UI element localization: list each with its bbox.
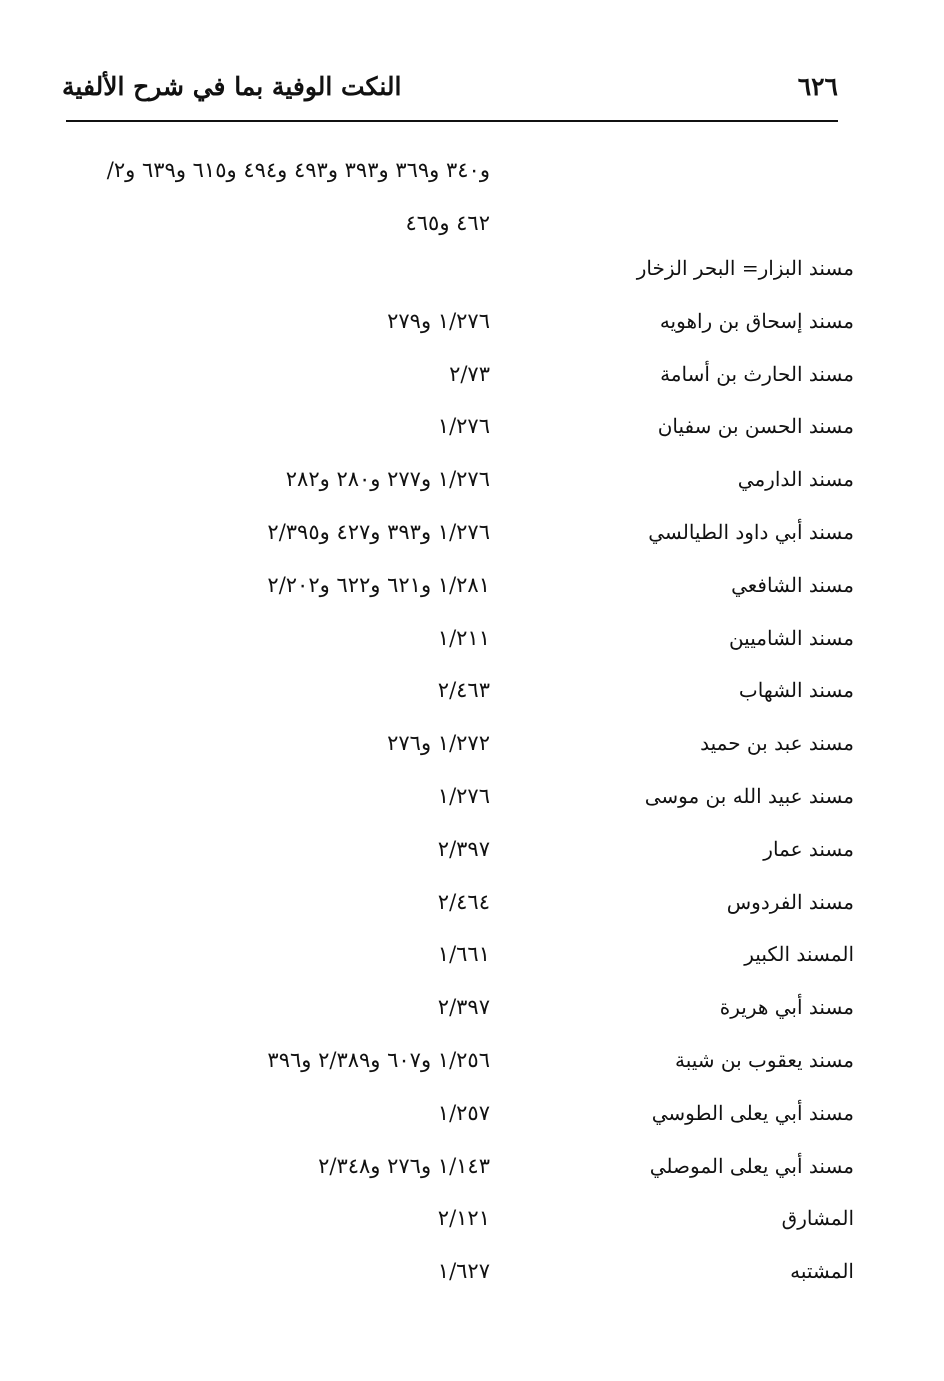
entry-term: مسند الدارمي bbox=[737, 467, 854, 492]
entry-term: مسند أبي هريرة bbox=[719, 995, 854, 1020]
entry-term: مسند عبد بن حميد bbox=[700, 731, 854, 756]
index-entry bbox=[0, 520, 944, 573]
entry-refs: ١/٢٧٦ و٢٧٧ و٢٨٠ و٢٨٢ bbox=[285, 467, 490, 492]
index-entry bbox=[0, 890, 944, 943]
index-entry bbox=[0, 467, 944, 520]
index-entry bbox=[0, 414, 944, 467]
entry-term: مسند يعقوب بن شيبة bbox=[675, 1047, 854, 1072]
entry-refs: ٢/٣٩٧ bbox=[437, 995, 490, 1020]
index-entry bbox=[0, 1206, 944, 1259]
entry-refs: ١/٢٧٦ و٢٧٩ bbox=[387, 308, 490, 333]
entry-refs: ٢/٤٦٣ bbox=[437, 678, 490, 703]
entry-term: مسند أبي يعلى الموصلي bbox=[649, 1153, 854, 1178]
entry-refs: ٢/٧٣ bbox=[449, 361, 490, 386]
entry-term: المسند الكبير bbox=[744, 942, 854, 967]
entry-refs: ١/٢٥٧ bbox=[437, 1100, 490, 1125]
entry-term: مسند الشهاب bbox=[738, 678, 854, 703]
entry-refs: ١/٢٧٢ و٢٧٦ bbox=[387, 731, 490, 756]
entry-refs: ١/٢٧٦ bbox=[437, 414, 490, 439]
entry-term: مسند الشاميين bbox=[728, 625, 854, 650]
entry-term: مسند إسحاق بن راهويه bbox=[659, 308, 854, 333]
index-entry bbox=[0, 995, 944, 1048]
entry-term: مسند عمار bbox=[763, 836, 854, 861]
entry-term: المشتبه bbox=[790, 1259, 854, 1284]
entry-refs: ١/٢١١ bbox=[437, 625, 490, 650]
entry-refs: ١/٢٧٦ و٣٩٣ و٤٢٧ و٢/٣٩٥ bbox=[267, 519, 490, 544]
index-entry bbox=[0, 1048, 944, 1101]
entry-term: مسند الحارث بن أسامة bbox=[660, 361, 854, 386]
page-number: ٦٢٦ bbox=[797, 72, 838, 101]
index-entries bbox=[0, 256, 944, 1312]
entry-term: مسند الشافعي bbox=[731, 572, 854, 597]
continuation-line-2: ٤٦٢ و٤٦٥ bbox=[405, 211, 490, 235]
entry-refs: ٢/٤٦٤ bbox=[437, 889, 490, 914]
entry-term: مسند الفردوس bbox=[726, 889, 854, 914]
index-entry bbox=[0, 1101, 944, 1154]
entry-refs: ٢/٣٩٧ bbox=[437, 836, 490, 861]
entry-refs: ١/١٤٣ و٢٧٦ و٢/٣٤٨ bbox=[318, 1153, 490, 1178]
index-entry bbox=[0, 784, 944, 837]
entry-term: مسند أبي يعلى الطوسي bbox=[651, 1100, 854, 1125]
entry-term: مسند الحسن بن سفيان bbox=[657, 414, 854, 439]
entry-refs: ١/٢٥٦ و٦٠٧ و٢/٣٨٩ و٣٩٦ bbox=[267, 1047, 490, 1072]
index-entry bbox=[0, 731, 944, 784]
entry-term: مسند عبيد الله بن موسى bbox=[644, 783, 854, 808]
running-title: النكت الوفية بما في شرح الألفية bbox=[62, 72, 402, 101]
entry-refs: ١/٦٢٧ bbox=[437, 1259, 490, 1284]
index-entry bbox=[0, 942, 944, 995]
entry-term: مسند البزار= البحر الزخار bbox=[636, 256, 854, 280]
index-entry bbox=[0, 626, 944, 679]
index-entry bbox=[0, 1259, 944, 1312]
entry-refs: ١/٢٨١ و٦٢١ و٦٢٢ و٢/٢٠٢ bbox=[267, 572, 490, 597]
page-header bbox=[62, 66, 838, 116]
index-entry bbox=[0, 309, 944, 362]
index-entry bbox=[0, 573, 944, 626]
continuation-line-1: و٣٤٠ و٣٦٩ و٣٩٣ و٤٩٣ و٤٩٤ و٦١٥ و٦٣٩ و٢/ bbox=[106, 158, 490, 182]
entry-term: مسند أبي داود الطيالسي bbox=[648, 519, 854, 544]
index-entry bbox=[0, 362, 944, 415]
index-entry bbox=[0, 1154, 944, 1207]
header-rule bbox=[66, 120, 838, 122]
entry-refs: ٢/١٢١ bbox=[437, 1206, 490, 1231]
index-entry bbox=[0, 256, 944, 309]
entry-refs: ١/٦٦١ bbox=[437, 942, 490, 967]
entry-refs: ١/٢٧٦ bbox=[437, 783, 490, 808]
index-entry bbox=[0, 678, 944, 731]
index-entry bbox=[0, 837, 944, 890]
entry-term: المشارق bbox=[781, 1206, 854, 1231]
